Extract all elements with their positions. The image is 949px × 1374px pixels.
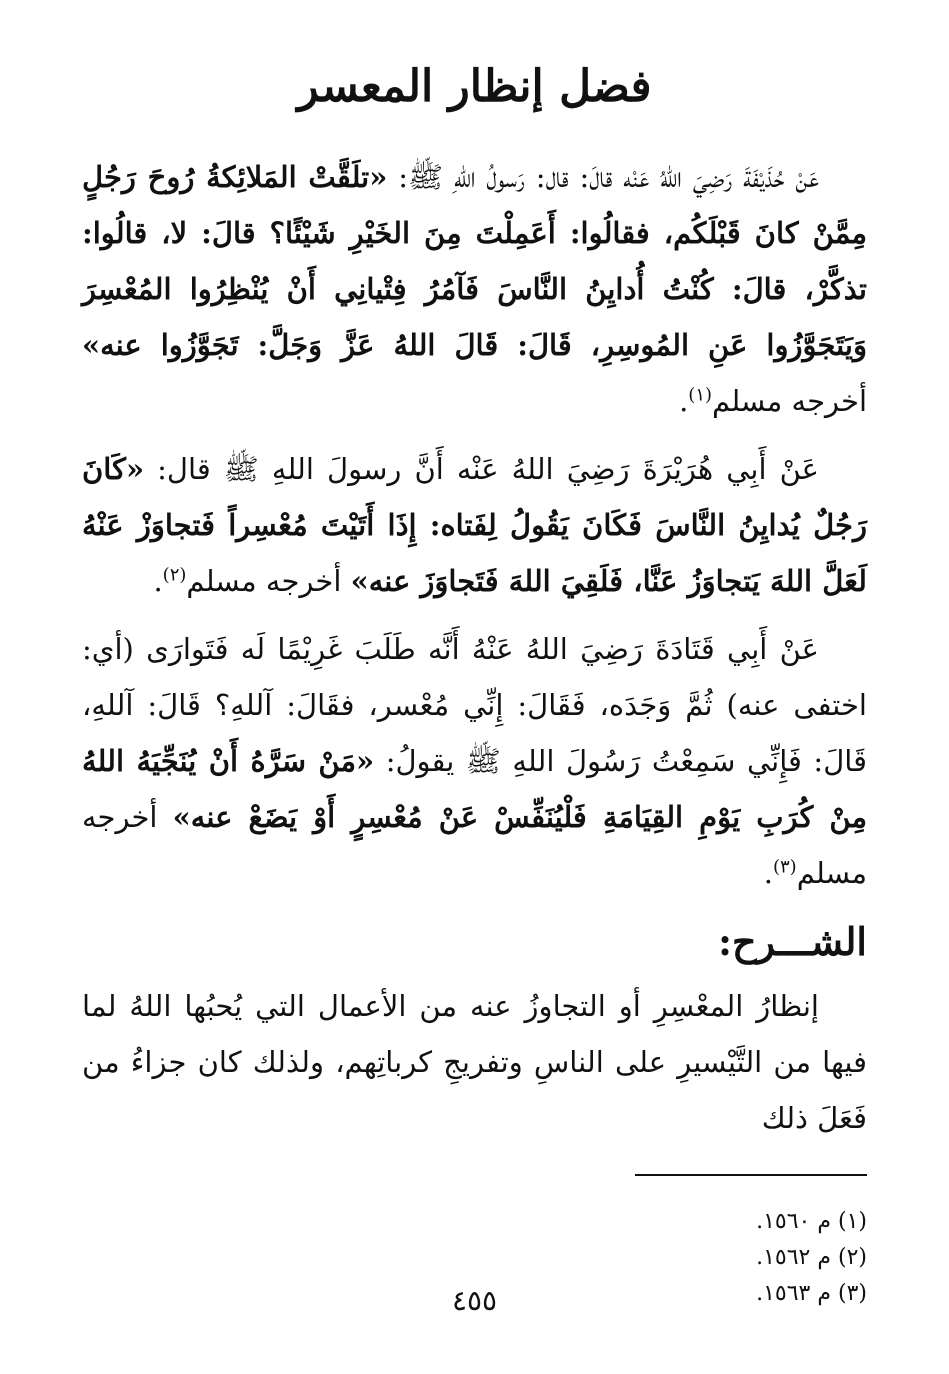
hadith-narration: عَنْ حُذَيْفَةَ رَضِيَ اللهُ عَنْه قالَ: قال: رَسولُ اللهِ ﷺ: [387, 160, 820, 195]
footnote-2: (٢) م ١٥٦٢. [756, 1245, 867, 1271]
hadith-narration: عَنْ أَبِي قَتَادَةَ رَضِيَ اللهُ عَنْهُ أَنَّه طَلَبَ غَرِيْمًا لَه فَتَوارَى (أي: اختفى عنه) ثُمَّ وَجَدَه، فَقَالَ: إِنِّي مُعْسر، فقَالَ: آللهِ؟ قَالَ: آللهِ، قَالَ: فَإِنِّي سَمِعْتُ رَسُولَ اللهِ ﷺ يقولُ: [82, 632, 867, 779]
explanation-paragraph: إنظارُ المعْسِرِ أو التجاوزُ عنه من الأعمال التي يُحبُها اللهُ لما فيها من التَّيْسيرِ على الناسِ وتفريجِ كرباتِهم، ولذلك كان جزاءُ من فَعَلَ ذلك [82, 989, 867, 1136]
hadith-text: «مَنْ سَرَّهُ أَنْ يُنَجِّيَهُ اللهُ مِنْ كُرَبِ يَوْمِ القِيَامَةِ فَلْيُنَفِّسْ عَنْ مُعْسِرٍ أَوْ يَضَعْ عنه» [82, 744, 867, 835]
section-heading: الشـــرح: [718, 919, 867, 965]
hadith-paragraph-1 [82, 149, 867, 429]
footnote-ref: (٢) [162, 564, 187, 586]
period: . [763, 856, 773, 891]
footnote-1: (١) م ١٥٦٠. [756, 1209, 867, 1235]
period: . [679, 384, 689, 419]
footnote-ref: (٣) [772, 856, 797, 878]
page-number: ٤٥٥ [451, 1284, 498, 1317]
hadith-text: «كَانَ رَجُلٌ يُدايِنُ النَّاسَ فَكَانَ يَقُولُ لِفَتاه: إِذَا أَتَيْتَ مُعْسِراً فَتجاوَزْ عَنْهُ لَعَلَّ اللهَ يَتجاوَزُ عَنَّا، فَلَقِيَ اللهَ فَتَجاوَزَ عنه» [82, 452, 867, 599]
footnote-3: (٣) م ١٥٦٣. [756, 1281, 867, 1307]
hadith-source: أخرجه مسلم [186, 564, 351, 599]
period: . [153, 564, 163, 599]
hadith-source: أخرجه مسلم [82, 800, 867, 891]
hadith-source: أخرجه مسلم [712, 384, 867, 419]
footnote-ref: (١) [688, 384, 713, 406]
page-title: فضل إنظار المعسر [297, 61, 652, 112]
hadith-narration: عَنْ أَبِي هُرَيْرَةَ رَضِيَ اللهُ عَنْه أَنَّ رسولَ اللهِ ﷺ قال: [144, 452, 819, 487]
hadith-text: «تلَقَّتْ المَلائِكةُ رُوحَ رَجُلٍ مِمَّنْ كانَ قَبْلَكُم، فقالُوا: أَعَمِلْتَ مِنَ الخَيْرِ شَيْئًا؟ قالَ: لا، قالُوا: تذكَّرْ، قالَ: كُنْتُ أُدايِنُ النَّاسَ فَآمُرُ فِتْيانِي أَنْ يُنْظِرُوا المُعْسِرَ وَيَتَجَوَّزُوا عَنِ المُوسِرِ، قَالَ: قَالَ اللهُ عَزَّ وَجَلَّ: تَجَوَّزُوا عنه» [82, 160, 867, 363]
footnote-divider [635, 1174, 867, 1176]
hadith-paragraph-3 [82, 621, 867, 901]
hadith-paragraph-2 [82, 441, 867, 609]
